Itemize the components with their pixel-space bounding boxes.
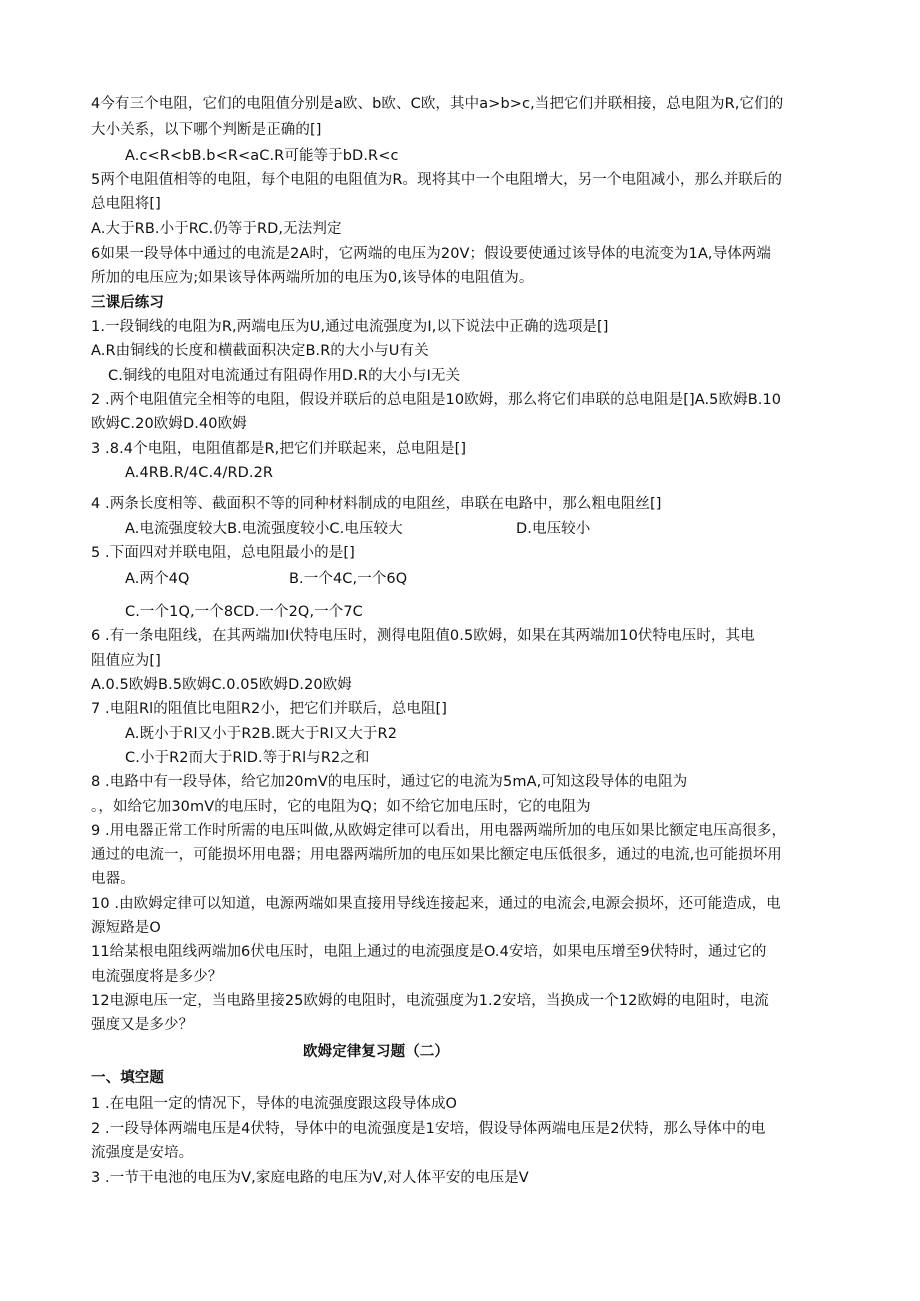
exercise-12-text-cont: 强度又是多少？ [91,1017,194,1033]
exercise-7-options-ab: A.既小于Rl又小于R2B.既大于Rl又大于R2 [125,726,398,742]
exercise-5-text: 5 .下面四对并联电阻，总电阻最小的是[] [91,545,355,561]
exercise-7-options-cd: C.小于R2而大于RlD.等于Rl与R2之和 [125,750,370,766]
exercise-6-text: 6 .有一条电阻线，在其两端加I伏特电压时，测得电阻值0.5欧姆，如果在其两端加10伏特电压时，其电 [91,628,755,644]
exercise-4-option-d: D.电压较小 [516,521,591,537]
exercise-2-text: 2 .两个电阻值完全相等的电阻，假设并联后的总电阻是10欧姆，那么将它们串联的总电阻是[]A.5欧姆B.10 [91,392,782,408]
question-6-text: 6如果一段导体中通过的电流是2A时，它两端的电压为20V；假设要使通过该导体的电流变为1A,导体两端 [91,246,771,262]
review-title: 欧姆定律复习题（二） [303,1044,449,1060]
exercise-4-options-abc: A.电流强度较大B.电流强度较小C.电压较大 [125,521,403,537]
exercise-3-options: A.4RB.R/4C.4/RD.2R [125,465,274,481]
exercise-1-options-c: C.铜线的电阻对电流通过有阻碍作用D.R的大小与I无关 [108,368,461,384]
section-heading-fill-in: 一、填空题 [91,1070,164,1086]
fill-in-1-text: 1 .在电阻一定的情况下，导体的电流强度跟这段导体成O [91,1096,458,1112]
question-5-options: A.大于RB.小于RC.仍等于RD,无法判定 [91,221,342,237]
exercise-10-text-cont: 源短路是O [91,920,161,936]
exercise-1-options-a: A.R由铜线的长度和横截面积决定B.R的大小与U有关 [91,343,429,359]
question-5-text: 5两个电阻值相等的电阻，每个电阻的电阻值为R。现将其中一个电阻增大，另一个电阻减小，那么并联后的 [91,172,783,188]
exercise-7-text: 7 .电阻Rl的阻值比电阻R2小，把它们并联后，总电阻[] [91,701,448,717]
exercise-10-text: 10 .由欧姆定律可以知道，电源两端如果直接用导线连接起来，通过的电流会,电源会损坏，还可能造成，电 [91,896,781,912]
exercise-8-text: 8 .电路中有一段导体，给它加20mV的电压时，通过它的电流为5mA,可知这段导体的电阻为 [91,774,688,790]
question-4-text: 4今有三个电阻，它们的电阻值分别是a欧、b欧、C欧，其中a>b>c,当把它们并联相接，总电阻为R,它们的 [91,96,784,112]
question-4-text-cont: 大小关系，以下哪个判断是正确的[] [91,122,322,138]
exercise-8-text-cont: 。，如给它加30mV的电压时，它的电阻为Q；如不给它加电压时，它的电阻为 [91,799,591,815]
question-6-text-cont: 所加的电压应为;如果该导体两端所加的电压为0,该导体的电阻值为。 [91,270,534,286]
fill-in-2-text: 2 .一段导体两端电压是4伏特，导体中的电流强度是1安培，假设导体两端电压是2伏特，那么导体中的电 [91,1121,766,1137]
exercise-3-text: 3 .8.4个电阻，电阻值都是R,把它们并联起来，总电阻是[] [91,441,467,457]
exercise-5-option-b: B.一个4C,一个6Q [289,571,408,587]
exercise-1-text: 1.一段铜线的电阻为R,两端电压为U,通过电流强度为I,以下说法中正确的选项是[] [91,319,609,335]
exercise-9-text-end: 电器。 [91,871,135,887]
exercise-11-text: 11给某根电阻线两端加6伏电压时，电阻上通过的电流强度是O.4安培，如果电压增至9伏特时，通过它的 [91,944,767,960]
section-heading-homework: 三课后练习 [91,295,164,311]
exercise-6-text-cont: 阻值应为[] [91,653,161,669]
question-4-options: A.c<R<bB.b<R<aC.R可能等于bD.R<c [125,148,399,164]
exercise-9-text: 9 .用电器正常工作时所需的电压叫做,从欧姆定律可以看出，用电器两端所加的电压如果比额定电压高很多， [91,823,787,839]
exercise-5-options-cd: C.一个1Q,一个8CD.一个2Q,一个7C [125,604,363,620]
fill-in-2-text-cont: 流强度是安培。 [91,1145,194,1161]
exercise-12-text: 12电源电压一定，当电路里接25欧姆的电阻时，电流强度为1.2安培，当换成一个12欧姆的电阻时，电流 [91,993,769,1009]
exercise-2-text-cont: 欧姆C.20欧姆D.40欧姆 [91,416,247,432]
exercise-11-text-cont: 电流强度将是多少？ [91,969,223,985]
question-5-text-cont: 总电阻将[] [91,196,161,212]
exercise-5-option-a: A.两个4Q [125,571,190,587]
exercise-6-options: A.0.5欧姆B.5欧姆C.0.05欧姆D.20欧姆 [91,677,352,693]
exercise-4-text: 4 .两条长度相等、截面积不等的同种材料制成的电阻丝，串联在电路中，那么粗电阻丝[] [91,496,662,512]
fill-in-3-text: 3 .一节干电池的电压为V,家庭电路的电压为V,对人体平安的电压是V [91,1170,529,1186]
exercise-9-text-cont: 通过的电流一，可能损坏用电器；用电器两端所加的电压如果比额定电压低很多，通过的电流,也可能损坏用 [91,847,782,863]
